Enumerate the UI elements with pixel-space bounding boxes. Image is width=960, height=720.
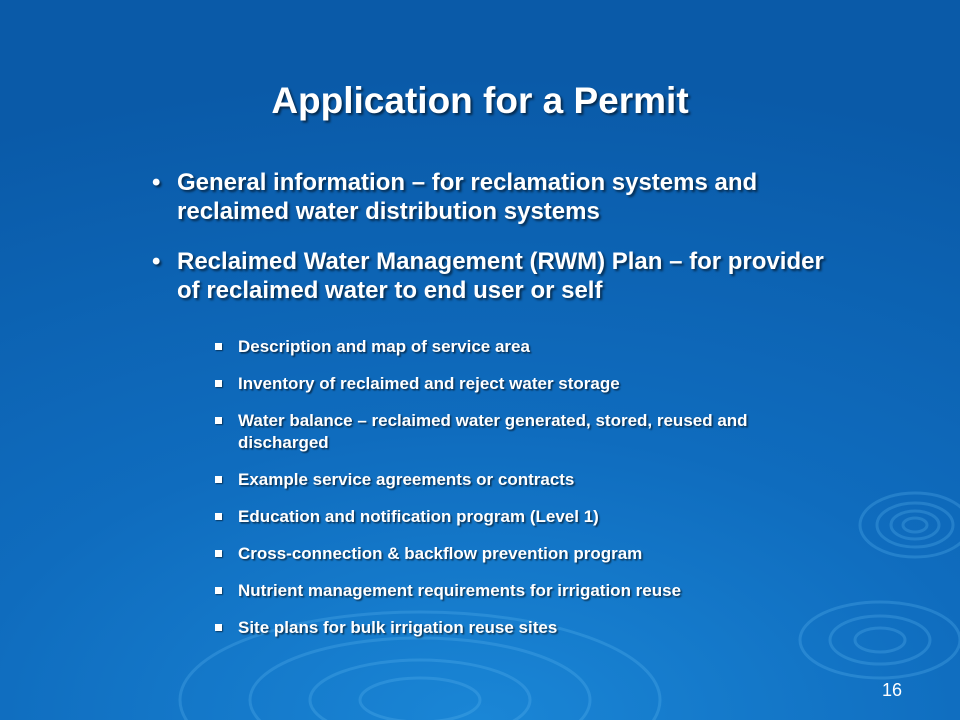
square-bullet-icon: [215, 417, 222, 424]
sub-bullet-text: Water balance – reclaimed water generated, stored, reused and discharged: [238, 411, 748, 452]
bullet-dot-icon: •: [152, 248, 161, 275]
sub-bullet-item: [213, 469, 813, 491]
main-bullet-item: [152, 247, 852, 305]
sub-bullet-item: [213, 336, 813, 358]
sub-bullet-item: [213, 580, 813, 602]
bullet-dot-icon: •: [152, 169, 161, 196]
square-bullet-icon: [215, 587, 222, 594]
sub-bullet-item: [213, 617, 813, 639]
sub-bullet-text: Example service agreements or contracts: [238, 470, 575, 489]
square-bullet-icon: [215, 550, 222, 557]
sub-bullet-text: Description and map of service area: [238, 337, 530, 356]
square-bullet-icon: [215, 380, 222, 387]
sub-bullet-item: [213, 373, 813, 395]
main-bullet-item: [152, 168, 852, 226]
sub-bullet-list: [213, 336, 813, 654]
sub-bullet-item: [213, 410, 813, 454]
sub-bullet-text: Nutrient management requirements for irrigation reuse: [238, 581, 682, 600]
main-bullet-text: General information – for reclamation systems and reclaimed water distribution systems: [177, 169, 758, 225]
sub-bullet-text: Cross-connection & backflow prevention program: [238, 544, 643, 563]
sub-bullet-text: Site plans for bulk irrigation reuse sites: [238, 618, 558, 637]
square-bullet-icon: [215, 343, 222, 350]
square-bullet-icon: [215, 476, 222, 483]
main-bullet-list: [152, 168, 852, 305]
square-bullet-icon: [215, 624, 222, 631]
sub-bullet-item: [213, 543, 813, 565]
sub-bullet-text: Inventory of reclaimed and reject water storage: [238, 374, 620, 393]
main-bullet-text: Reclaimed Water Management (RWM) Plan – for provider of reclaimed water to end user or self: [177, 248, 824, 304]
page-number: 16: [881, 680, 902, 700]
slide-title: Application for a Permit: [271, 80, 689, 121]
sub-bullet-text: Education and notification program (Level 1): [238, 507, 599, 526]
square-bullet-icon: [215, 513, 222, 520]
sub-bullet-item: [213, 506, 813, 528]
